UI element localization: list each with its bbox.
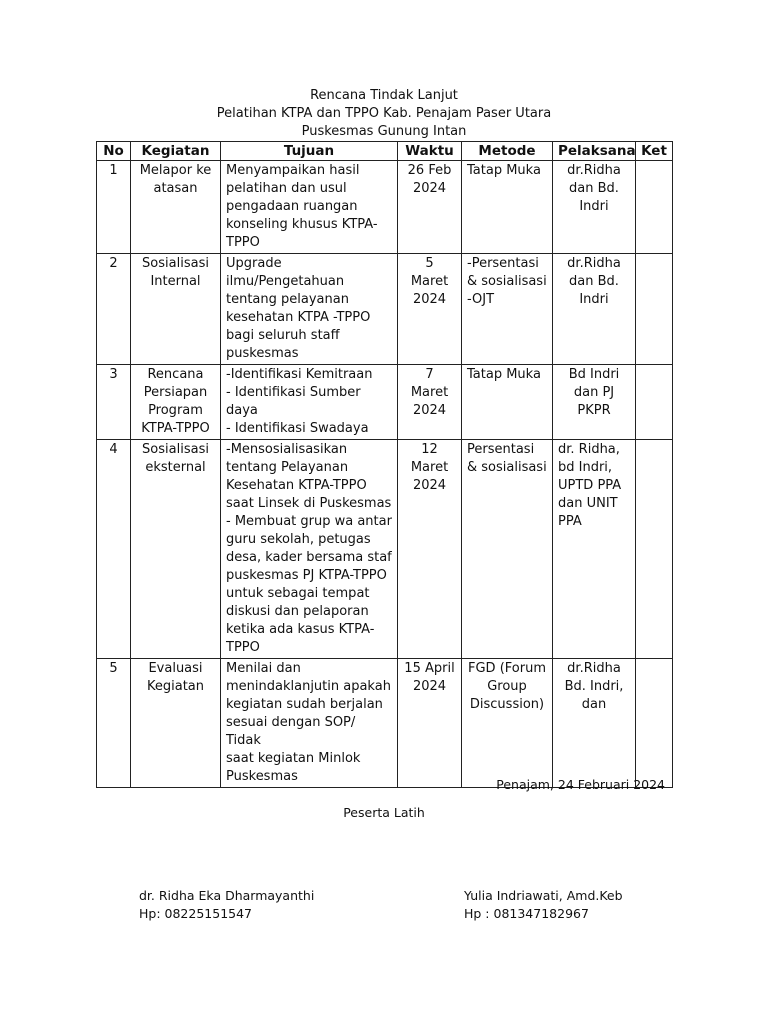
cell-tujuan: -Mensosialisasikan tentang Pelayanan Kesehatan KTPA-TPPO saat Linsek di Puskesmas - Membuat grup wa antar guru sekolah, petugas desa, kader bersama staf puskesmas PJ KTPA-TPPO untuk sebagai tempat diskusi dan pelaporan ketika ada kasus KTPA- TPPO	[221, 440, 398, 659]
column-header-pelaksana: Pelaksana	[553, 142, 636, 161]
cell-tujuan: -Identifikasi Kemitraan - Identifikasi Sumber daya - Identifikasi Swadaya	[221, 365, 398, 440]
cell-kegiatan: Rencana Persiapan Program KTPA-TPPO	[131, 365, 221, 440]
cell-no: 4	[97, 440, 131, 659]
table-row	[97, 254, 673, 365]
column-header-metode: Metode	[462, 142, 553, 161]
table-row	[97, 365, 673, 440]
cell-ket	[636, 365, 673, 440]
participant-label: Peserta Latih	[343, 805, 425, 820]
action-plan-table	[96, 141, 673, 788]
column-header-ket: Ket	[636, 142, 673, 161]
cell-no: 3	[97, 365, 131, 440]
document-title: Rencana Tindak Lanjut	[310, 88, 458, 103]
cell-pelaksana: dr.Ridha dan Bd. Indri	[553, 254, 636, 365]
document-title-block	[0, 87, 768, 141]
cell-ket	[636, 659, 673, 788]
cell-metode: FGD (Forum Group Discussion)	[462, 659, 553, 788]
cell-pelaksana: Bd Indri dan PJ PKPR	[553, 365, 636, 440]
cell-ket	[636, 161, 673, 254]
place-date: Penajam, 24 Februari 2024	[496, 777, 665, 792]
cell-ket	[636, 440, 673, 659]
column-header-kegiatan: Kegiatan	[131, 142, 221, 161]
cell-waktu: 7 Maret 2024	[398, 365, 462, 440]
cell-ket	[636, 254, 673, 365]
cell-metode: Tatap Muka	[462, 161, 553, 254]
cell-tujuan: Menilai dan menindaklanjutin apakah kegiatan sudah berjalan sesuai dengan SOP/ Tidak saat kegiatan Minlok Puskesmas	[221, 659, 398, 788]
cell-waktu: 26 Feb 2024	[398, 161, 462, 254]
cell-waktu: 12 Maret 2024	[398, 440, 462, 659]
cell-no: 1	[97, 161, 131, 254]
cell-waktu: 15 April 2024	[398, 659, 462, 788]
cell-kegiatan: Melapor ke atasan	[131, 161, 221, 254]
cell-metode: Tatap Muka	[462, 365, 553, 440]
cell-metode: Persentasi & sosialisasi	[462, 440, 553, 659]
signer-right-name: Yulia Indriawati, Amd.Keb	[464, 888, 623, 903]
table-row	[97, 440, 673, 659]
column-header-tujuan: Tujuan	[221, 142, 398, 161]
cell-pelaksana: dr.Ridha dan Bd. Indri	[553, 161, 636, 254]
cell-kegiatan: Sosialisasi Internal	[131, 254, 221, 365]
cell-tujuan: Upgrade ilmu/Pengetahuan tentang pelayanan kesehatan KTPA -TPPO bagi seluruh staff puskesmas	[221, 254, 398, 365]
table-row	[97, 659, 673, 788]
cell-no: 5	[97, 659, 131, 788]
document-location: Puskesmas Gunung Intan	[301, 124, 467, 139]
cell-no: 2	[97, 254, 131, 365]
signer-right	[464, 887, 623, 923]
cell-kegiatan: Evaluasi Kegiatan	[131, 659, 221, 788]
document-subtitle: Pelatihan KTPA dan TPPO Kab. Penajam Paser Utara	[216, 106, 552, 121]
cell-kegiatan: Sosialisasi eksternal	[131, 440, 221, 659]
cell-waktu: 5 Maret 2024	[398, 254, 462, 365]
table-header-row	[97, 142, 673, 161]
signer-left	[139, 887, 314, 923]
cell-tujuan: Menyampaikan hasil pelatihan dan usul pengadaan ruangan konseling khusus KTPA- TPPO	[221, 161, 398, 254]
signer-left-name: dr. Ridha Eka Dharmayanthi	[139, 888, 315, 903]
column-header-waktu: Waktu	[398, 142, 462, 161]
column-header-no: No	[97, 142, 131, 161]
cell-pelaksana: dr.Ridha Bd. Indri, dan	[553, 659, 636, 788]
cell-pelaksana: dr. Ridha, bd Indri, UPTD PPA dan UNIT PPA	[553, 440, 636, 659]
table-row	[97, 161, 673, 254]
signer-left-phone: Hp: 08225151547	[139, 906, 253, 921]
cell-metode: -Persentasi & sosialisasi -OJT	[462, 254, 553, 365]
signer-right-phone: Hp : 081347182967	[464, 906, 589, 921]
